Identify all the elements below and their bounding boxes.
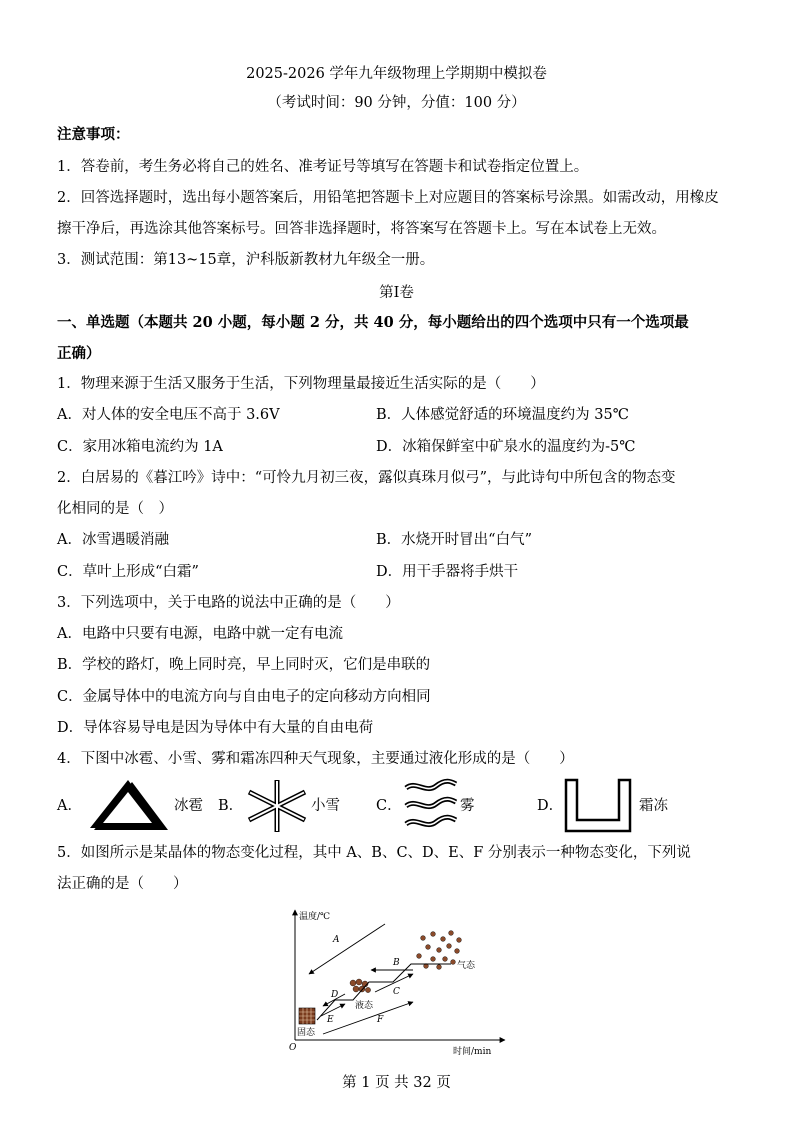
q3-option-b: B．学校的路灯，晚上同时亮，早上同时灭，它们是串联的 <box>57 657 431 673</box>
volume-heading: 第Ⅰ卷 <box>379 285 414 301</box>
gas-label: 气态 <box>457 961 476 971</box>
x-axis-label: 时间/min <box>453 1047 492 1057</box>
cup-icon <box>563 778 633 834</box>
q2-option-d: D．用干手器将手烘干 <box>376 564 519 580</box>
q3-option-c: C．金属导体中的电流方向与自由电子的定向移动方向相同 <box>57 689 431 705</box>
q4-option-d-letter: D． <box>537 798 564 814</box>
notice-item: 2．回答选择题时，选出每小题答案后，用铅笔把答题卡上对应题目的答案标号涂黑。如需改动，用橡皮 <box>57 190 719 206</box>
triangle-icon <box>88 778 172 836</box>
arrow-e-label: E <box>327 1015 334 1025</box>
q1-option-c: C．家用冰箱电流约为 1A <box>57 439 223 455</box>
q5-stem-cont: 法正确的是（ ） <box>57 876 188 892</box>
liquid-label: 液态 <box>355 1001 374 1011</box>
notice-item: 擦干净后，再选涂其他答案标号。回答非选择题时，将答案写在答题卡上。写在本试卷上无效。 <box>57 221 666 237</box>
q2-option-a: A．冰雪遇暖消融 <box>57 532 169 548</box>
arrow-c-label: C <box>393 987 400 997</box>
liquid-particles-icon <box>350 979 371 993</box>
notice-item: 1．答卷前，考生务必将自己的姓名、准考证号等填写在答题卡和试卷指定位置上。 <box>57 159 589 175</box>
solid-label: 固态 <box>297 1028 316 1038</box>
q4-option-b-letter: B． <box>218 798 244 814</box>
arrow-a <box>309 924 385 974</box>
notice-item: 3．测试范围：第13~15章，沪科版新教材九年级全一册。 <box>57 252 435 268</box>
page-subtitle: （考试时间：90 分钟，分值：100 分） <box>267 95 526 111</box>
section-heading-cont: 正确） <box>57 345 101 362</box>
q3-option-a: A．电路中只要有电源，电路中就一定有电流 <box>57 626 343 642</box>
y-axis-label: 温度/℃ <box>299 912 331 922</box>
q2-stem-cont: 化相同的是（ ） <box>57 501 173 517</box>
q2-option-c: C．草叶上形成“白霜” <box>57 564 199 580</box>
q4-option-a-letter: A． <box>57 798 82 814</box>
wave-icon <box>402 778 460 834</box>
arrow-f-label: F <box>377 1015 384 1025</box>
origin-label: O <box>289 1043 297 1053</box>
q5-stem: 5．如图所示是某晶体的物态变化过程，其中 A、B、C、D、E、F 分别表示一种物态变化，下列说 <box>57 845 691 861</box>
q2-option-b: B．水烧开时冒出“白气” <box>376 532 532 548</box>
q2-stem: 2．白居易的《暮江吟》诗中：“可怜九月初三夜，露似真珠月似弓”，与此诗句中所包含的物态变 <box>57 470 676 486</box>
notice-heading: 注意事项： <box>57 126 130 143</box>
solid-particles-icon <box>299 1008 315 1024</box>
q4-option-c-letter: C． <box>376 798 402 814</box>
arrow-a-label: A <box>333 935 340 945</box>
arrow-d-label: D <box>331 990 339 1000</box>
q1-option-d: D．冰箱保鲜室中矿泉水的温度约为-5℃ <box>376 439 636 455</box>
q3-option-d: D．导体容易导电是因为导体中有大量的自由电荷 <box>57 720 374 736</box>
q4-stem: 4．下图中冰雹、小雪、雾和霜冻四种天气现象，主要通过液化形成的是（ ） <box>57 751 574 767</box>
arrow-b-label: B <box>393 958 400 968</box>
q1-stem: 1．物理来源于生活又服务于生活，下列物理量最接近生活实际的是（ ） <box>57 376 545 392</box>
q4-option-b-label: 小雪 <box>311 798 340 814</box>
page-title: 2025-2026 学年九年级物理上学期期中模拟卷 <box>246 66 547 82</box>
q4-option-c-label: 雾 <box>460 798 475 814</box>
q4-option-a-label: 冰雹 <box>174 798 203 814</box>
q3-stem: 3．下列选项中，关于电路的说法中正确的是（ ） <box>57 595 400 611</box>
q1-option-b: B．人体感觉舒适的环境温度约为 35℃ <box>376 407 629 423</box>
page-footer: 第 1 页 共 32 页 <box>342 1075 451 1091</box>
q1-option-a: A．对人体的安全电压不高于 3.6V <box>57 407 280 423</box>
q4-option-d-label: 霜冻 <box>639 798 668 814</box>
phase-change-figure <box>283 904 511 1060</box>
snowflake-icon <box>244 778 310 834</box>
section-heading: 一、单选题（本题共 20 小题，每小题 2 分，共 40 分，每小题给出的四个选项中只有一个选项最 <box>57 314 689 331</box>
